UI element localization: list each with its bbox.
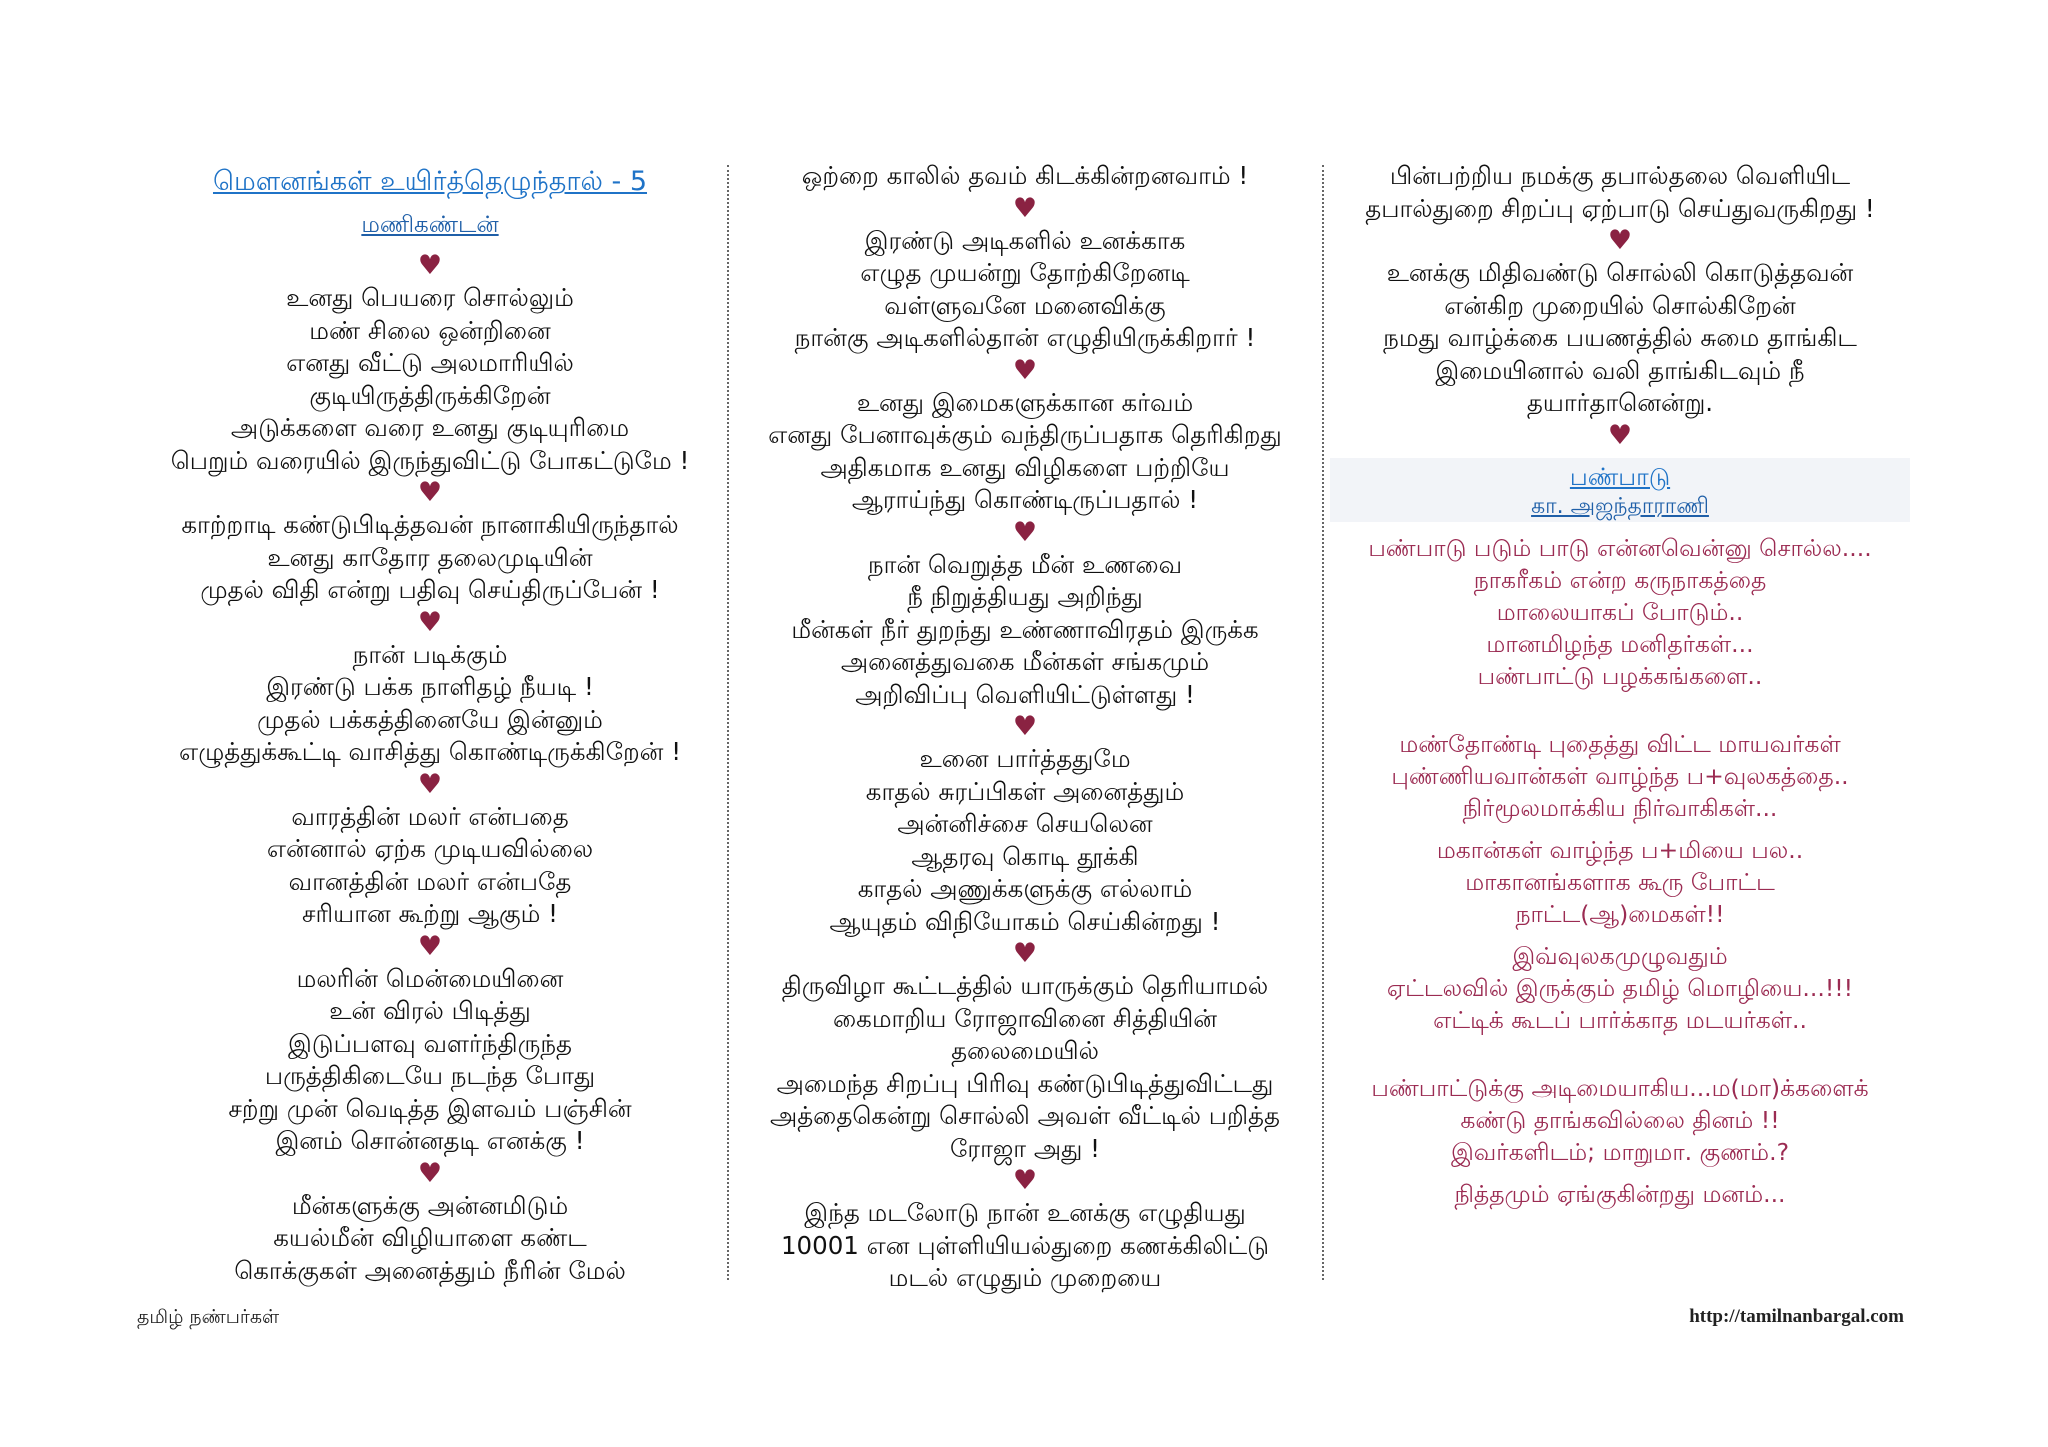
poem-line: உனது இமைகளுக்கான கர்வம் <box>856 387 1194 417</box>
poem-line: கைமாறிய ரோஜாவினை சித்தியின் <box>832 1003 1218 1033</box>
stanza <box>1330 160 1910 225</box>
poem-line: திருவிழா கூட்டத்தில் யாருக்கும் தெரியாமல் <box>781 971 1269 1000</box>
poem-line: நாகரீகம் என்ற கருநாகத்தை <box>1473 565 1767 594</box>
poem-line: தயார்தானென்று. <box>1526 388 1714 417</box>
poem-line: மாலையாகப் போடும்.. <box>1496 597 1744 626</box>
stanza <box>140 282 720 477</box>
poem-line: ஆதரவு கொடி தூக்கி <box>911 841 1139 871</box>
poem-line: ஏட்டலவில் இருக்கும் தமிழ் மொழியை...!!! <box>1386 973 1854 1002</box>
footer-site-name: தமிழ் நண்பர்கள் <box>137 1306 280 1328</box>
heart-icon: ♥ <box>417 768 443 800</box>
poem-line: பண்பாடு படும் பாடு என்னவென்னு சொல்ல.... <box>1368 533 1872 562</box>
poem-line: நமது வாழ்க்கை பயணத்தில் சுமை தாங்கிட <box>1383 323 1857 352</box>
section2-title[interactable]: பண்பாடு <box>1569 462 1671 491</box>
poem-line: பின்பற்றிய நமக்கு தபால்தலை வெளியிட <box>1389 161 1851 190</box>
poem-line: மாகானங்களாக கூரு போட்ட <box>1465 867 1775 896</box>
stanza-gap <box>1330 1036 1910 1072</box>
heart-icon: ♥ <box>417 606 443 638</box>
heart-icon: ♥ <box>1607 419 1633 451</box>
poem-line: வாரத்தின் மலர் என்பதை <box>291 801 569 831</box>
poem-line: வள்ளுவனே மனைவிக்கு <box>884 290 1166 320</box>
poem-line: என்னால் ஏற்க முடியவில்லை <box>266 834 594 863</box>
poem-line: நான்கு அடிகளில்தான் எழுதியிருக்கிறார் ! <box>794 323 1256 352</box>
poem-line: உனது காதோர தலைமுடியின் <box>267 542 593 572</box>
poem-line: அத்தைகென்று சொல்லி அவள் வீட்டில் பறித்த <box>770 1101 1280 1130</box>
stanza <box>1330 1072 1910 1168</box>
heart-icon: ♥ <box>1012 938 1038 969</box>
poem-line: இனம் சொன்னதடி எனக்கு ! <box>275 1126 585 1155</box>
stanza <box>735 160 1315 193</box>
poem-line: உன் விரல் பிடித்து <box>329 996 531 1025</box>
stanza <box>1330 532 1910 692</box>
poem-line: பருத்திகிடையே நடந்த போது <box>264 1061 596 1090</box>
heart-icon: ♥ <box>1012 1165 1038 1196</box>
poem-line: அறிவிப்பு வெளியிட்டுள்ளது ! <box>855 679 1195 709</box>
poem-line: எனது வீட்டு அலமாரியில் <box>286 348 574 377</box>
poem-line: நாட்ட(ஆ)மைகள்!! <box>1515 899 1725 928</box>
poem-line: ஆராய்ந்து கொண்டிருப்பதால் ! <box>851 485 1199 514</box>
section2-poem <box>1330 532 1910 1210</box>
poem-line: கண்டு தாங்கவில்லை தினம் !! <box>1460 1105 1780 1134</box>
poem-line: தபால்துறை சிறப்பு ஏற்பாடு செய்துவருகிறது ! <box>1365 193 1875 223</box>
poem-line: எனது பேனாவுக்கும் வந்திருப்பதாக தெரிகிறது <box>768 420 1282 449</box>
column-3 <box>1330 160 1910 1210</box>
poem-line: என்கிற முறையில் சொல்கிறேன் <box>1444 290 1796 320</box>
poem-line: இந்த மடலோடு நான் உனக்கு எழுதியது <box>804 1198 1246 1227</box>
column-1 <box>140 160 720 1287</box>
column-1-body <box>140 250 720 1287</box>
poem-line: அமைந்த சிறப்பு பிரிவு கண்டுபிடித்துவிட்டது <box>776 1068 1274 1098</box>
poem-line: முதல் விதி என்று பதிவு செய்திருப்பேன் ! <box>200 575 660 604</box>
stanza <box>735 743 1315 938</box>
heart-icon: ♥ <box>1012 711 1038 742</box>
poem-line: இடுப்பளவு வளர்ந்திருந்த <box>287 1028 573 1058</box>
poem-line: இமையினால் வலி தாங்கிடவும் நீ <box>1435 355 1805 385</box>
column-2 <box>735 160 1315 1295</box>
poem-line: முதல் பக்கத்தினையே இன்னும் <box>257 704 603 734</box>
poem-line: கயல்மீன் விழியாளை கண்ட <box>273 1223 587 1252</box>
column-2-body <box>735 160 1315 1295</box>
poem-line: பண்பாட்டு பழக்கங்களை.. <box>1477 661 1763 690</box>
column-divider-1 <box>727 165 729 1280</box>
poem-line: இவ்வுலகமுழுவதும் <box>1512 941 1728 970</box>
poem-line: மலரின் மென்மையினை <box>296 963 564 993</box>
stanza <box>1330 728 1910 824</box>
heart-icon: ♥ <box>417 1157 443 1189</box>
stanza <box>1330 834 1910 930</box>
heart-icon: ♥ <box>417 930 443 962</box>
poem-line: உனது பெயரை சொல்லும் <box>286 283 574 312</box>
column-3-body <box>1330 160 1910 452</box>
stanza <box>140 639 720 769</box>
heart-icon: ♥ <box>1607 225 1633 256</box>
poem-line: காதல் சுரப்பிகள் அனைத்தும் <box>865 776 1185 806</box>
stanza <box>1330 257 1910 420</box>
stanza <box>140 801 720 931</box>
footer-url[interactable]: http://tamilnanbargal.com <box>1689 1306 1904 1327</box>
stanza <box>735 225 1315 355</box>
poem-line: புண்ணியவான்கள் வாழ்ந்த ப+வுலகத்தை.. <box>1391 761 1849 790</box>
poem-line: எட்டிக் கூடப் பார்க்காத மடயர்கள்.. <box>1433 1005 1807 1034</box>
poem-line: காற்றாடி கண்டுபிடித்தவன் நானாகியிருந்தால் <box>181 510 679 539</box>
poem-title[interactable]: மௌனங்கள் உயிர்த்தெழுந்தால் - 5 <box>212 166 648 197</box>
poem-line: ஒற்றை காலில் தவம் கிடக்கின்றனவாம் ! <box>801 161 1249 190</box>
poem-line: இரண்டு பக்க நாளிதழ் நீயடி ! <box>266 672 594 701</box>
poem-line: உனை பார்த்ததுமே <box>919 744 1131 773</box>
stanza <box>735 549 1315 712</box>
poem-line: இவர்களிடம்; மாறுமா. குணம்.? <box>1450 1137 1790 1166</box>
stanza <box>1330 940 1910 1036</box>
poem-line: அனைத்துவகை மீன்கள் சங்கமும் <box>840 647 1210 676</box>
heart-icon: ♥ <box>1012 192 1038 224</box>
poem-line: பெறும் வரையில் இருந்துவிட்டு போகட்டுமே ! <box>170 445 690 475</box>
stanza-gap <box>1330 1168 1910 1178</box>
poem-line: மண்தோண்டி புதைத்து விட்ட மாயவர்கள் <box>1399 729 1841 758</box>
poem-line: நீ நிறுத்தியது அறிந்து <box>907 582 1143 611</box>
poem-line: மகான்கள் வாழ்ந்த ப+மியை பல.. <box>1436 835 1804 864</box>
poem-line: மானமிழந்த மனிதர்கள்... <box>1486 629 1754 658</box>
poem-line: சரியான கூற்று ஆகும் ! <box>301 899 558 928</box>
poem-line: சற்று முன் வெடித்த இளவம் பஞ்சின் <box>228 1093 632 1123</box>
poem-line: ரோஜா அது ! <box>950 1133 1100 1163</box>
poem-line: மீன்கள் நீர் துறந்து உண்ணாவிரதம் இருக்க <box>791 614 1259 644</box>
stanza-gap <box>1330 930 1910 940</box>
poem-line: நித்தமும் ஏங்குகின்றது மனம்... <box>1454 1179 1786 1208</box>
poem-line: எழுத்துக்கூட்டி வாசித்து கொண்டிருக்கிறேன் ! <box>178 737 682 766</box>
heart-icon: ♥ <box>1012 354 1038 386</box>
poem-line: கொக்குகள் அனைத்தும் நீரின் மேல் <box>234 1255 626 1285</box>
poem-line: காதல் அணுக்களுக்கு எல்லாம் <box>857 874 1193 903</box>
stanza-gap <box>1330 824 1910 834</box>
section2-header <box>1330 458 1910 522</box>
stanza <box>140 963 720 1158</box>
poem-line: நான் படிக்கும் <box>352 639 508 669</box>
poem-line: ஆயுதம் விநியோகம் செய்கின்றது ! <box>829 906 1221 936</box>
poem-line: வானத்தின் மலர் என்பதே <box>288 866 572 896</box>
poem-line: உனக்கு மிதிவண்டு சொல்லி கொடுத்தவன் <box>1386 258 1854 287</box>
stanza <box>140 509 720 607</box>
poem-line: மண் சிலை ஒன்றினை <box>309 315 551 345</box>
poem-line: நான் வெறுத்த மீன் உணவை <box>867 549 1183 579</box>
heart-icon: ♥ <box>417 250 443 281</box>
poem-author[interactable]: மணிகண்டன் <box>361 212 499 238</box>
poem-line: பண்பாட்டுக்கு அடிமையாகிய...ம(மா)க்களைக் <box>1371 1073 1869 1102</box>
poem-line: அடுக்களை வரை உனது குடியுரிமை <box>230 413 630 442</box>
heart-icon: ♥ <box>417 477 443 508</box>
heart-icon: ♥ <box>1012 516 1038 548</box>
poem-line: தலைமையில் <box>951 1036 1099 1065</box>
stanza <box>735 387 1315 517</box>
stanza <box>735 1197 1315 1295</box>
poem-line: மடல் எழுதும் முறையை <box>888 1263 1162 1292</box>
poem-line: நிர்மூலமாக்கிய நிர்வாகிகள்... <box>1462 793 1778 822</box>
poem-line: எழுத முயன்று தோற்கிறேனடி <box>860 258 1190 287</box>
stanza <box>1330 1178 1910 1210</box>
poem-line: அதிகமாக உனது விழிகளை பற்றியே <box>820 452 1230 482</box>
section2-author[interactable]: கா. அஜந்தாராணி <box>1531 493 1709 519</box>
poem-line: மீன்களுக்கு அன்னமிடும் <box>291 1190 569 1220</box>
column-divider-2 <box>1322 165 1324 1280</box>
poem-line: இரண்டு அடிகளில் உனக்காக <box>864 225 1186 255</box>
stanza <box>140 1190 720 1288</box>
stanza <box>735 970 1315 1165</box>
poem-line: குடியிருத்திருக்கிறேன் <box>309 380 551 410</box>
poem-line: அன்னிச்சை செயலென <box>897 809 1153 838</box>
poem-line: 10001 என புள்ளியியல்துறை கணக்கிலிட்டு <box>780 1230 1270 1260</box>
stanza-gap <box>1330 692 1910 728</box>
